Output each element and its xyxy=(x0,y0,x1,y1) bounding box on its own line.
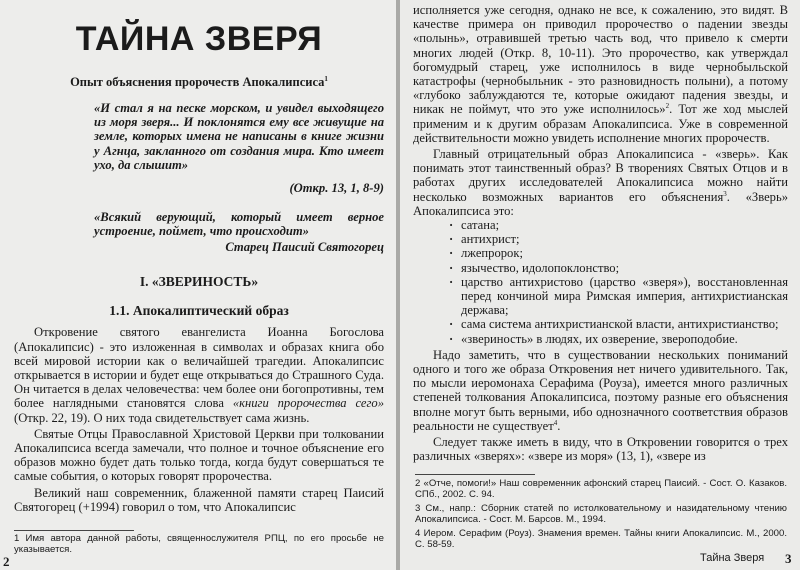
page-number: 3 xyxy=(785,551,792,566)
footnote: 1 Имя автора данной работы, священнослужителя РПЦ, по его просьбе не указывается. xyxy=(14,533,384,556)
footnote-divider xyxy=(14,530,134,531)
list-item: · царство антихристово (царство «зверя»), восстановленная перед кончиной мира Римская империя, антихристианская держава; xyxy=(449,275,788,318)
list-item: · «звериность» в людях, их озверение, звероподобие. xyxy=(449,332,788,346)
list-item: · сама система антихристианской власти, антихристианство; xyxy=(449,317,788,331)
epigraph-quote-elder: «Всякий верующий, который имеет верное устроение, поймет, что происходит» xyxy=(94,210,384,239)
right-page xyxy=(400,0,800,570)
footnote-marker: 4 xyxy=(553,418,558,427)
body-paragraph: Откровение святого евангелиста Иоанна Богослова (Апокалипсис) - это изложенная в символах и образах книга обо всей мировой истории как о величайшей трагедии. Апокалипсис открывается в истории и будет еще открываться до Страшного Суда. Он читается в делах человечества: чем более они богопротивны, тем более наглядными становятся слова «книги пророчества сего» (Откр. 22, 19). О них тода свидетельствует сама жизнь. xyxy=(14,325,384,425)
epigraph-reference: (Откр. 13, 1, 8-9) xyxy=(289,181,384,196)
section-heading: 1.1. Апокалиптический образ xyxy=(109,303,289,319)
list-item: · сатана; xyxy=(449,218,788,232)
footnote: 2 «Отче, помоги!» Наш современник афонский старец Паисий. - Сост. О. Казаков. СПб., 2002. С. 94. xyxy=(415,478,787,501)
footnote: 4 Иером. Серафим (Роуз). Знамения времен. Тайны книги Апокалипсис. М., 2000. С. 58-59. xyxy=(415,528,787,551)
body-paragraph: Главный отрицательный образ Апокалипсиса - «зверь». Как понимать этот таинственный образ? В творениях Святых Отцов и в работах других исследователей Апокалипсиса можно найти несколько возможных вариантов его объяснения$^3$. «Зверь» Апокалипсиса это: xyxy=(413,147,788,218)
beast-interpretations-list xyxy=(449,218,788,346)
epigraph-quote: «И стал я на песке морском, и увидел выходящего из моря зверя... И поклонятся ему все живущие на земле, которых имена не написаны в книге жизни у Агнца, закланного от создания мира. Кто имеет ухо, да слышит» xyxy=(94,101,384,172)
footnote-marker: 3 xyxy=(723,189,727,198)
body-paragraph: Великий наш современник, блаженной памяти старец Паисий Святогорец (+1994) говорил о том, что Апокалипсис xyxy=(14,485,384,514)
footnote: 3 См., напр.: Сборник статей по истолковательному и назидательному чтению Апокалипсиса. - Сост. М. Барсов. М., 1994. xyxy=(415,503,787,526)
footnote-divider xyxy=(415,474,535,475)
left-page xyxy=(0,0,398,570)
epigraph-author: Старец Паисий Святогорец xyxy=(225,240,384,255)
running-title: Тайна Зверя xyxy=(700,552,765,564)
book-title: ТАЙНА ЗВЕРЯ xyxy=(75,20,323,58)
body-paragraph: Святые Отцы Православной Христовой Церкви при толковании Апокалипсиса всегда замечали, что полное и точное объяснение его образов можно будет дать только тогда, когда будут совершаться те самые события, о которых говорят пророчества. xyxy=(14,426,384,484)
body-paragraph: исполняется уже сегодня, однако не все, к сожалению, это видят. В качестве примера он приводил пророчество о падении звезды «полынь», отравившей третью часть вод, что привело к смерти многих людей (Откр. 8, 10-11). Это пророчество, как утверждал богомудрый старец, уже исполнилось в виде чернобыльской катастрофы (чернобыльник - это разновидность полыни), а потому «глубоко заблуждаются те, которые ожидают падения звезды, и никак не поймут, что это уже исполнилось»$^2$. Тот же ход мыслей применим и к другим образам Апокалипсиса. Уже в современной действительности можно увидеть исполнение многих пророчеств. xyxy=(413,3,788,145)
list-item: · язычество, идолопоклонство; xyxy=(449,261,788,275)
footnote-marker: 2 xyxy=(665,102,670,111)
book-subtitle: Опыт объяснения пророчеств Апокалипсиса$^1$ xyxy=(70,74,328,89)
chapter-heading: I. «ЗВЕРИНОСТЬ» xyxy=(139,274,259,290)
list-item: · антихрист; xyxy=(449,232,788,246)
list-item: · лжепророк; xyxy=(449,246,788,260)
page-number: 2 xyxy=(3,554,10,569)
footnote-marker: 1 xyxy=(324,74,328,83)
body-paragraph: Надо заметить, что в существовании нескольких пониманий одного и того же образа Откровения нет ничего удивительного. Так, по мысли иеромонаха Серафима (Роуза), имеется много различных степеней толкования Апокалипсиса, поэтому разные его объяснения вполне могут быть верными, ибо однозначного соответствия образов реальности не существует$^4$. xyxy=(413,347,788,433)
body-paragraph: Следует также иметь в виду, что в Откровении говорится о трех различных «зверях»: «звере из моря» (13, 1), «звере из xyxy=(413,435,788,464)
